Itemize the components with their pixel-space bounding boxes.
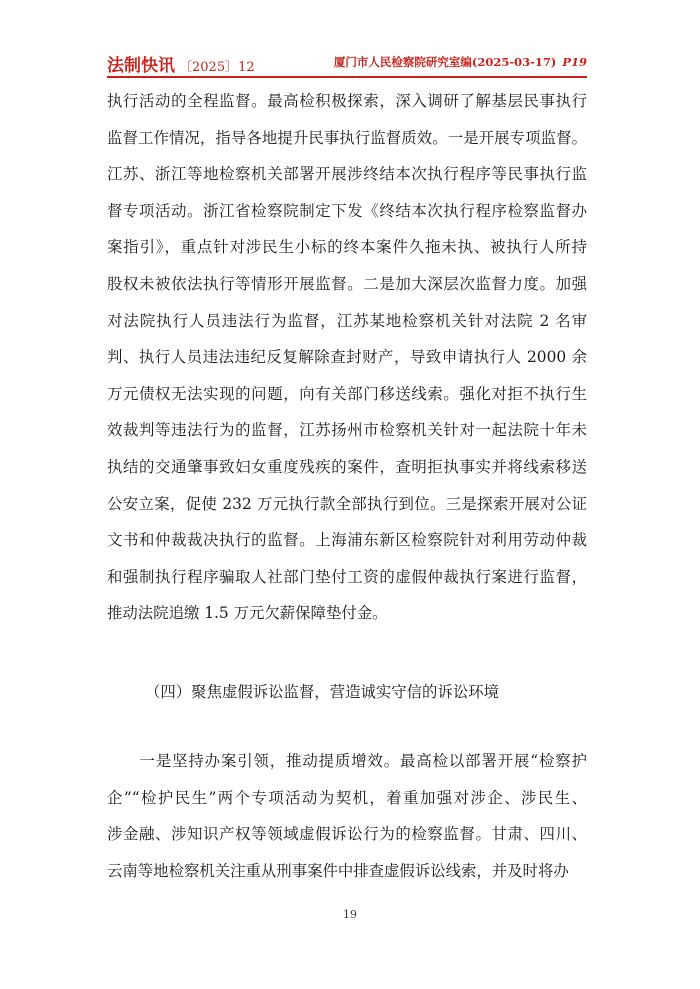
page-header (107, 50, 587, 76)
text-line: 判、执行人员违法违纪反复解除查封财产，导致申请执行人 2000 余 (107, 348, 587, 367)
section-heading: （四）聚焦虚假诉讼监督，营造诚实守信的诉讼环境 (145, 683, 499, 701)
header-divider (107, 76, 587, 78)
text-line: 对法院执行人员违法行为监督，江苏某地检察机关针对法院 2 名审 (107, 311, 587, 330)
issue-number: 〔2025〕12 (179, 60, 255, 75)
text-line: 执结的交通肇事致妇女重度残疾的案件，查明拒执事实并将线索移送 (107, 458, 587, 476)
header-source-block (334, 54, 587, 70)
publication-title: 法制快讯 (107, 56, 175, 76)
text-line: 股权未被依法执行等情形开展监督。二是加大深层次监督力度。加强 (107, 275, 587, 293)
text-line: 监督工作情况，指导各地提升民事执行监督质效。一是开展专项监督。 (107, 128, 587, 147)
text-line: 和强制执行程序骗取人社部门垫付工资的虚假仲裁执行案进行监督， (107, 567, 587, 586)
publisher-info: 厦门市人民检察院研究室编(2025-03-17) (333, 55, 557, 69)
text-line: 企”“检护民生”两个专项活动为契机，着重加强对涉企、涉民生、 (107, 788, 587, 807)
header-brand-block (107, 51, 255, 76)
header-page-label: P19 (562, 55, 587, 69)
text-line: 文书和仲裁裁决执行的监督。上海浦东新区检察院针对利用劳动仲裁 (107, 531, 587, 550)
text-line: 云南等地检察机关注重从刑事案件中排查虚假诉讼线索，并及时将办 (107, 861, 569, 880)
text-line: 万元债权无法实现的问题，向有关部门移送线索。强化对拒不执行生 (107, 384, 587, 403)
text-line: 效裁判等违法行为的监督，江苏扬州市检察机关针对一起法院十年未 (107, 421, 587, 440)
page-number: 19 (343, 908, 357, 921)
text-line: 江苏、浙江等地检察机关部署开展涉终结本次执行程序等民事执行监 (107, 165, 587, 184)
text-line: 推动法院追缴 1.5 万元欠薪保障垫付金。 (107, 604, 388, 623)
text-line: 案指引》，重点针对涉民生小标的终本案件久拖未执、被执行人所持 (107, 238, 587, 257)
text-line: 涉金融、涉知识产权等领域虚假诉讼行为的检察监督。甘肃、四川、 (107, 825, 587, 844)
text-line: 公安立案，促使 232 万元执行款全部执行到位。三是探索开展对公证 (107, 494, 587, 513)
text-line: 督专项活动。浙江省检察院制定下发《终结本次执行程序检察监督办 (107, 201, 587, 220)
text-line: 执行活动的全程监督。最高检积极探索，深入调研了解基层民事执行 (107, 92, 587, 110)
text-line: 一是坚持办案引领，推动提质增效。最高检以部署开展“检察护 (107, 752, 587, 770)
